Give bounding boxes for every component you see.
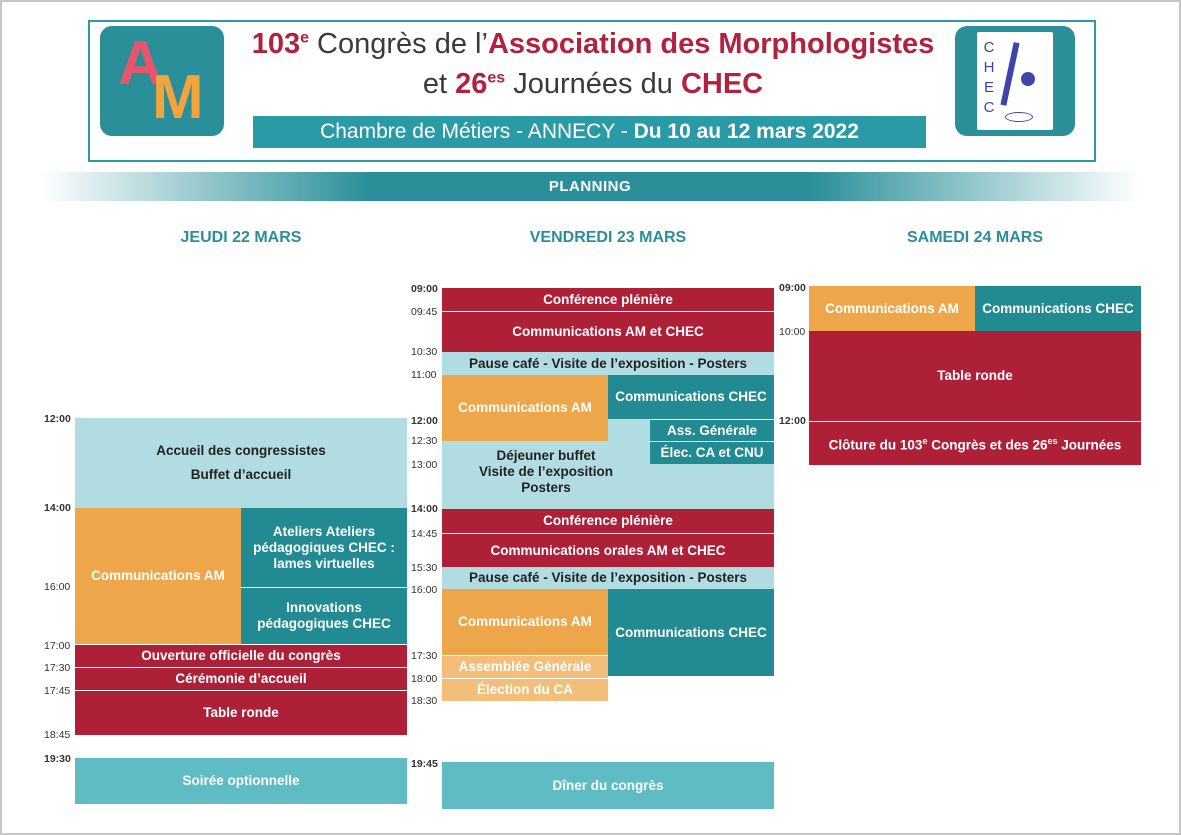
time-label: 12:00 [44,413,71,425]
time-label: 16:00 [411,584,438,596]
time-label: 17:30 [411,650,438,662]
time-label: 17:00 [44,640,71,652]
time-label: 18:00 [411,673,438,685]
planning-label: PLANNING [548,178,632,195]
time-label: 12:00 [411,415,438,427]
time-label: 10:30 [411,346,438,358]
innovations-block: Innovations pédagogiques CHEC [241,587,407,644]
election-ca-block: Élection du CA [442,679,608,701]
comm-chec-block: Communications CHEC [608,375,774,419]
chec-logo-text: CHEC [983,39,995,116]
day-header-friday: VENDREDI 23 MARS [529,229,687,246]
comm-orales-block: Communications orales AM et CHEC [442,533,774,567]
ouverture-block: Ouverture officielle du congrès [75,644,407,667]
time-label: 12:30 [411,435,438,447]
time-label: 11:00 [411,369,437,381]
soiree-block: Soirée optionnelle [75,758,407,804]
conference-pleniere-2-block: Conférence plénière [442,509,774,533]
sat-comm-am-block: Communications AM [809,286,975,331]
congress-title-line1: 103e Congrès de l’Association des Morphologistes [251,28,935,60]
time-label: 13:00 [411,459,438,471]
venue-dates-bar: Chambre de Métiers - ANNECY - Du 10 au 12 mars 2022 [253,116,926,148]
assemblee-generale-block: Assemblée Générale [442,655,608,678]
time-label: 10:00 [779,326,806,338]
time-label: 16:00 [44,581,71,593]
ass-generale-block: Ass. Générale [650,419,774,441]
elec-ca-block: Élec. CA et CNU [650,442,774,464]
comm-am-block: Communications AM [75,508,241,644]
sat-comm-chec-block: Communications CHEC [975,286,1141,331]
cloture-block: Clôture du 103e Congrès et des $26^{es}$ Journées [809,421,1141,465]
time-label: 14:00 [411,503,438,515]
diner-block: Dîner du congrès [442,762,774,809]
time-label: 19:30 [44,753,71,765]
time-label: 17:30 [44,662,71,674]
time-label: 14:00 [44,502,71,514]
comm-am-chec-block: Communications AM et CHEC [442,311,774,352]
pause-cafe-2-block: Pause café - Visite de l’exposition - Posters [442,567,774,589]
dejeuner-block: Déjeuner buffet Visite de l’exposition Posters [478,448,614,495]
planning-bar [40,172,1140,201]
accueil-block: Accueil des congressistes Buffet d’accueil [75,418,407,508]
comm-chec-2-block: Communications CHEC [608,589,774,676]
comm-am-2-block: Communications AM [442,589,608,655]
time-label: 18:30 [411,695,438,707]
time-label: 12:00 [779,415,806,427]
day-header-thursday: JEUDI 22 MARS [180,229,302,246]
sat-table-ronde-block: Table ronde [809,331,1141,421]
am-logo [100,26,224,136]
am-logo-a: A [118,29,163,98]
conference-pleniere-block: Conférence plénière [442,288,774,311]
chec-logo [955,26,1075,136]
table-ronde-block: Table ronde [75,690,407,735]
day-header-saturday: SAMEDI 24 MARS [906,229,1044,246]
time-label: 14:45 [411,528,438,540]
time-label: 17:45 [44,685,71,697]
pause-cafe-block: Pause café - Visite de l’exposition - Posters [442,352,774,375]
time-label: 09:00 [411,283,438,295]
ateliers-block: Ateliers Ateliers pédagogiques CHEC : lames virtuelles [241,508,407,587]
time-label: 18:45 [44,729,71,741]
congress-title-line2: et $26^{es}$ Journées du CHEC [422,68,764,100]
time-label: 15:30 [411,562,438,574]
time-label: 09:45 [411,306,438,318]
time-label: 19:45 [411,758,438,770]
am-logo-m: M [152,63,204,132]
ceremonie-block: Cérémonie d’accueil [75,667,407,690]
time-label: 09:00 [779,282,806,294]
comm-am-block: Communications AM [442,375,608,441]
